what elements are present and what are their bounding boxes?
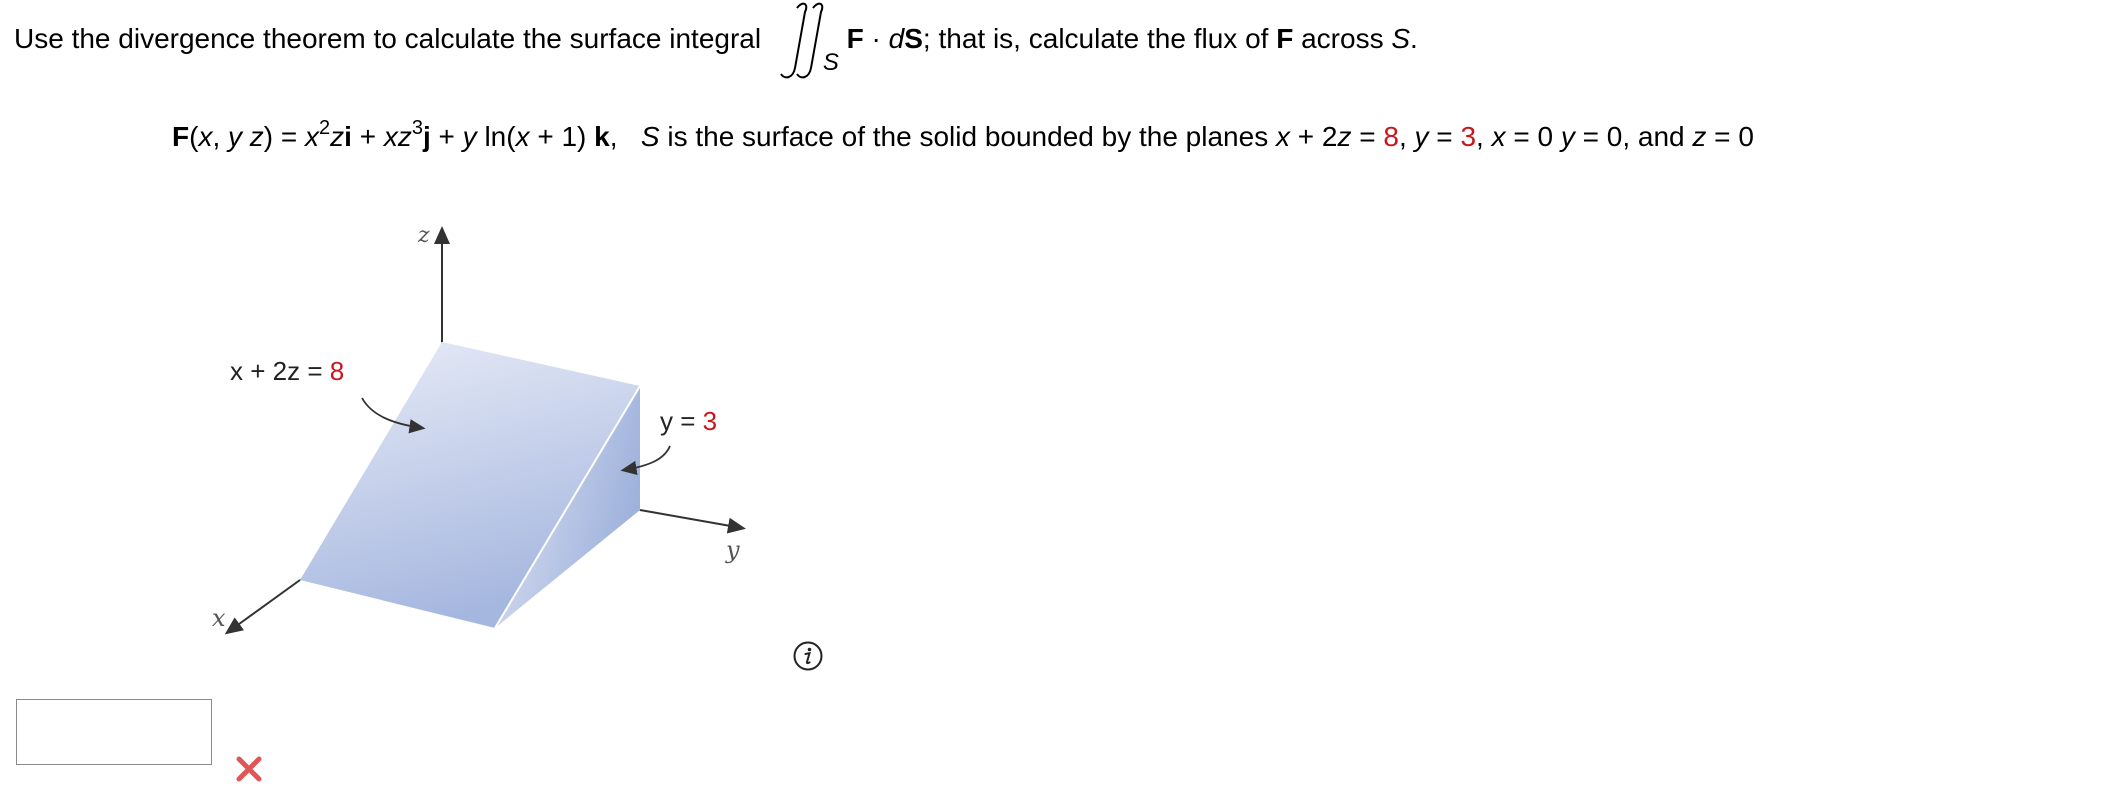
problem-equation: [172, 116, 1754, 158]
eq-p4-eq: = 0, and: [1574, 121, 1693, 152]
eq-p3-x: x: [1491, 121, 1506, 152]
info-icon[interactable]: [792, 640, 824, 677]
prompt-text: Use the divergence theorem to calculate the surface integral: [14, 23, 762, 54]
double-integral-symbol: [769, 20, 839, 76]
eq-j-vector: j: [422, 121, 431, 152]
eq-t2-x: x: [383, 121, 398, 152]
z-axis-label: z: [418, 223, 430, 248]
eq-p1-z: z: [1337, 121, 1352, 152]
dot-operator: ·: [871, 23, 881, 54]
eq-open: (: [189, 121, 199, 152]
eq-z: z: [249, 121, 264, 152]
plane-label-1-text: x + 2z =: [230, 356, 330, 386]
plane-label-1: [230, 356, 344, 386]
eq-t2-z: z: [397, 121, 412, 152]
plane-label-1-value: 8: [329, 356, 345, 386]
eq-t1-x: x: [305, 121, 320, 152]
eq-t3-ln: ln(: [476, 121, 516, 152]
eq-k-vector: k: [594, 121, 610, 152]
plane-label-2: [660, 406, 717, 436]
question-prompt: [14, 18, 1418, 76]
x-axis-label: x: [212, 604, 226, 632]
eq-p5-z: z: [1692, 121, 1707, 152]
eq-t1-exp: 2: [319, 116, 331, 139]
eq-close: ) =: [263, 121, 306, 152]
eq-t3-x: x: [515, 121, 530, 152]
eq-S: S: [640, 121, 660, 152]
dS-S: S: [904, 23, 923, 54]
y-axis: [640, 510, 742, 528]
eq-p2-y: y: [1414, 121, 1429, 152]
eq-x: x: [198, 121, 213, 152]
solid-figure-svg: [190, 210, 790, 650]
eq-sep: ,: [609, 121, 641, 152]
vector-field-symbol: F: [846, 23, 864, 54]
eq-comma: ,: [212, 121, 228, 152]
eq-p1-value: 8: [1383, 121, 1399, 152]
eq-p1-eq: =: [1351, 121, 1384, 152]
eq-p2-value: 3: [1460, 121, 1477, 152]
eq-t2-exp: 3: [411, 116, 423, 139]
eq-t3-y: y: [462, 121, 477, 152]
prompt-text-across: across: [1301, 23, 1384, 54]
eq-plus-2: +: [430, 121, 463, 152]
dS-d: d: [888, 23, 905, 54]
prompt-text-mid: ; that is, calculate the flux of: [922, 23, 1269, 54]
eq-p4-y: y: [1560, 121, 1575, 152]
x-mark-icon: [234, 754, 264, 789]
eq-p1-mid: + 2: [1289, 121, 1338, 152]
eq-p5-eq: = 0: [1706, 121, 1754, 152]
plane-label-2-value: 3: [702, 406, 718, 436]
eq-space: [242, 121, 250, 152]
eq-t3-rest: + 1): [529, 121, 595, 152]
solid-figure: [190, 210, 790, 655]
eq-plus-1: +: [351, 121, 384, 152]
period: .: [1410, 23, 1418, 54]
y-axis-label: y: [726, 536, 740, 564]
answer-input[interactable]: [16, 699, 212, 765]
eq-p1-x: x: [1275, 121, 1290, 152]
integral-subscript: S: [822, 48, 839, 76]
surface-symbol: S: [1391, 23, 1411, 54]
vector-field-symbol-2: F: [1276, 23, 1294, 54]
eq-F: F: [172, 121, 190, 152]
eq-y: y: [228, 121, 242, 152]
eq-p2-eq: =: [1428, 121, 1461, 152]
eq-desc: is the surface of the solid bounded by the planes: [659, 121, 1276, 152]
eq-c2: ,: [1476, 121, 1492, 152]
eq-p3-eq: = 0: [1505, 121, 1561, 152]
plane-label-2-text: y =: [660, 406, 703, 436]
eq-c1: ,: [1398, 121, 1415, 152]
eq-t1-z: z: [330, 121, 345, 152]
eq-i-vector: i: [344, 121, 352, 152]
x-axis: [228, 580, 300, 632]
